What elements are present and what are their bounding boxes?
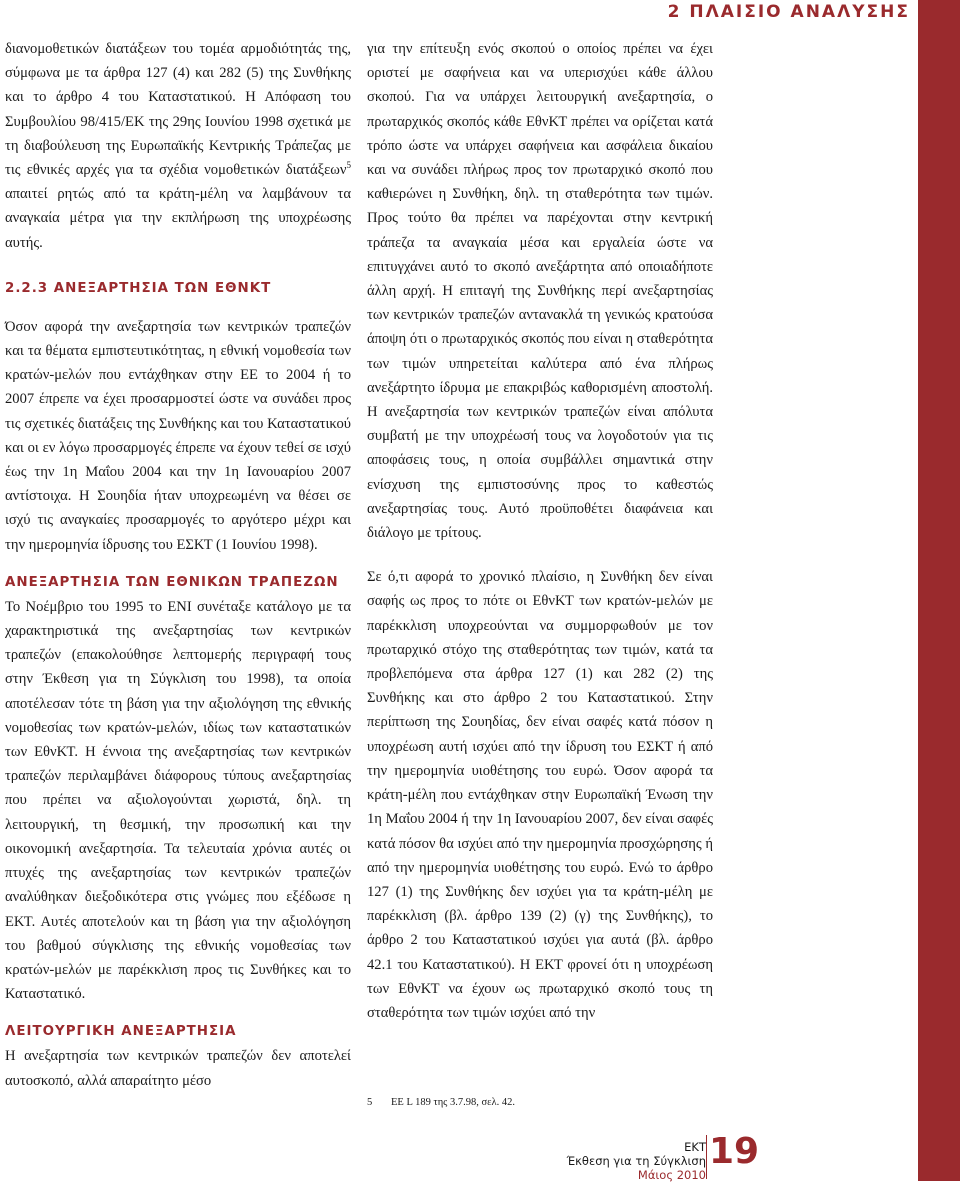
footnote-text: ΕΕ L 189 της 3.7.98, σελ. 42. (391, 1097, 516, 1108)
body-paragraph: Όσον αφορά την ανεξαρτησία των κεντρικών τραπεζών και τα θέματα εμπιστευτικότητας, η εθνική νομοθεσία των κρατών-μελών που εντάχθηκαν στην ΕΕ το 2004 ή το 2007 έπρεπε να έχει προσαρμοστεί ώστε να συνάδει προς τις σχετικές διατάξεις της Συνθήκης και του Καταστατικού και οι εν λόγω προσαρμογές έπρεπε να έχουν τεθεί σε ισχύ έως την 1η Μαΐου 2004 και την 1η Ιανουαρίου 2007 αντίστοιχα. Η Σουηδία ήταν υποχρεωμένη να θέσει σε ισχύ τις αναγκαίες προσαρμογές το αργότερο μέχρι και την ημερομηνία ίδρυσης του ΕΣΚΤ (1 Ιουνίου 1998). (5, 318, 351, 553)
footnote-marker: 5 (346, 160, 351, 171)
accent-side-bar (918, 0, 960, 1181)
intro-text-end: απαιτεί ρητώς από τα κράτη-μέλη να λαμβάνουν τα αναγκαία μέτρα για την εκπλήρωση της υποχρέωσης αυτής. (5, 186, 351, 251)
subheading-functional-independence: ΛΕΙΤΟΥΡΓΙΚΗ ΑΝΕΞΑΡΤΗΣΙΑ (5, 1024, 237, 1040)
footnote-number: 5 (367, 1097, 373, 1108)
body-paragraph: Το Νοέμβριο του 1995 το ΕΝΙ συνέταξε κατάλογο με τα χαρακτηριστικά της ανεξαρτησίας των κεντρικών τραπεζών (επακολούθησε λεπτομερής περιγραφή τους στην Έκθεση για τη Σύγκλιση του 1998), τα οποία αποτέλεσαν τότε τη βάση για την αξιολόγηση της εθνικής νομοθεσίας των κρατών-μελών, ιδίως των καταστατικών των ΕθνΚΤ. Η έννοια της ανεξαρτησίας των κεντρικών τραπεζών περιλαμβάνει διάφορους τύπους ανεξαρτησίας που πρέπει να αξιολογούνται χωριστά, δηλ. τη λειτουργική, τη θεσμική, την προσωπική και την οικονομική ανεξαρτησία. Τα τελευταία χρόνια αυτές οι πτυχές της ανεξαρτησίας των κεντρικών τραπεζών αναλύθηκαν διεξοδικότερα στις γνώμες που εξέδωσε η ΕΚΤ. Αυτές αποτελούν και τη βάση για την αξιολόγηση του βαθμού σύγκλισης της εθνικής νομοθεσίας των κρατών-μελών με παρέκκλιση προς τις Συνθήκες και το Καταστατικό. (5, 598, 351, 1003)
footnote (367, 1097, 515, 1108)
subheading-central-bank-independence: ΑΝΕΞΑΡΤΗΣΙΑ ΤΩΝ ΕΘΝΙΚΩΝ ΤΡΑΠΕΖΩΝ (5, 574, 339, 590)
footer-date: Μάιος 2010 (637, 1168, 706, 1182)
section-header: 2 ΠΛΑΙΣΙΟ ΑΝΑΛΥΣΗΣ (667, 2, 910, 22)
footer-info (506, 1140, 706, 1182)
body-paragraph: Σε ό,τι αφορά το χρονικό πλαίσιο, η Συνθήκη δεν είναι σαφής ως προς το πότε οι ΕθνΚΤ των κρατών-μελών με παρέκκλιση υποχρεούνται να συμμορφωθούν με τον πρωταρχικό στόχο της σταθερότητας των τιμών, κατά τα προβλεπόμενα στα άρθρα 127 (1) και 282 (2) της Συνθήκης και στο άρθρο 2 του Καταστατικού. Στην περίπτωση της Σουηδίας, δεν είναι σαφές κατά πόσον η υποχρέωση αυτή ισχύει από την ίδρυση του ΕΣΚΤ ή από την ημερομηνία υιοθέτησης του ευρώ. Όσον αφορά τα κράτη-μέλη που εντάχθηκαν στην Ευρωπαϊκή Ένωση την 1η Μαΐου 2004 ή την 1η Ιανουαρίου 2007, δεν είναι σαφές κατά πόσον θα ισχύει από την ημερομηνία προσχώρησης ή από την ημερομηνία υιοθέτησης του ευρώ. Ενώ το άρθρο 127 (1) της Συνθήκης δεν ισχύει για τα κράτη-μέλη με παρέκκλιση (βλ. άρθρο 139 (2) (γ) της Συνθήκης), το άρθρο 2 του Καταστατικού ισχύει για αυτά (βλ. άρθρο 42.1 του Καταστατικού). Η ΕΚΤ φρονεί ότι η υποχρέωση των ΕθνΚΤ να έχουν ως πρωταρχικό σκοπό τους τη σταθερότητα των τιμών ισχύει από την (367, 569, 713, 1021)
left-column (5, 38, 351, 1093)
footer-divider (706, 1135, 707, 1179)
page-number: 19 (709, 1131, 760, 1172)
body-paragraph: για την επίτευξη ενός σκοπού ο οποίος πρέπει να έχει οριστεί με σαφήνεια και να υπερισχύει κάθε άλλου σκοπού. Για να υπάρχει λειτουργική ανεξαρτησία, ο πρωταρχικός σκοπός κάθε ΕθνΚΤ πρέπει να ορίζεται κατά τρόπο ώστε να υπάρχει σαφήνεια και ασφάλεια δικαίου και να συνάδει πλήρως προς τον πρωταρχικό σκοπό που καθιερώνει η Συνθήκη, δηλ. τη σταθερότητα των τιμών. Προς τούτο θα πρέπει να παρέχονται στην κεντρική τράπεζα τα αναγκαία μέσα και εργαλεία ώστε να επιτυγχάνει αυτό το σκοπό ανεξάρτητα από οποιαδήποτε άλλη αρχή. Η επιταγή της Συνθήκης περί ανεξαρτησίας των κεντρικών τραπεζών αντανακλά τη γενικώς κρατούσα άποψη ότι ο πρωταρχικός σκοπός που είναι η σταθερότητα των τιμών υπηρετείται καλύτερα από ένα πλήρως ανεξάρτητο ίδρυμα με επακριβώς καθορισμένη αποστολή. Η ανεξαρτησία των κεντρικών τραπεζών είναι απόλυτα συμβατή με την υποχρέωσή τους να λογοδοτούν για τις αποφάσεις τους, η οποία συμβάλλει σημαντικά στην ενίσχυση της εμπιστοσύνης προς το καθεστώς ανεξαρτησίας τους. Αυτό προϋποθέτει διαφάνεια και διάλογο με τρίτους. (367, 41, 713, 542)
right-column (367, 38, 713, 1025)
intro-paragraph (5, 37, 351, 255)
footer-publication: Έκθεση για τη Σύγκλιση (566, 1154, 706, 1168)
intro-text: διανομοθετικών διατάξεων του τομέα αρμοδιότητάς της, σύμφωνα με τα άρθρα 127 (4) και 282 (5) της Συνθήκης και το άρθρο 4 του Καταστατικού. Η Απόφαση του Συμβουλίου 98/415/ΕΚ της 29ης Ιουνίου 1998 σχετικά με τη διαβούλευση της Ευρωπαϊκής Κεντρικής Τράπεζας με τις εθνικές αρχές για τα σχέδια νομοθετικών διατάξεων (5, 41, 351, 179)
footer-org: ΕΚΤ (684, 1140, 706, 1154)
section-heading-2-2-3: 2.2.3 ΑΝΕΞΑΡΤΗΣΙΑ ΤΩΝ ΕΘΝΚΤ (5, 280, 272, 296)
body-paragraph: Η ανεξαρτησία των κεντρικών τραπεζών δεν αποτελεί αυτοσκοπό, αλλά απαραίτητο μέσο (5, 1048, 351, 1089)
